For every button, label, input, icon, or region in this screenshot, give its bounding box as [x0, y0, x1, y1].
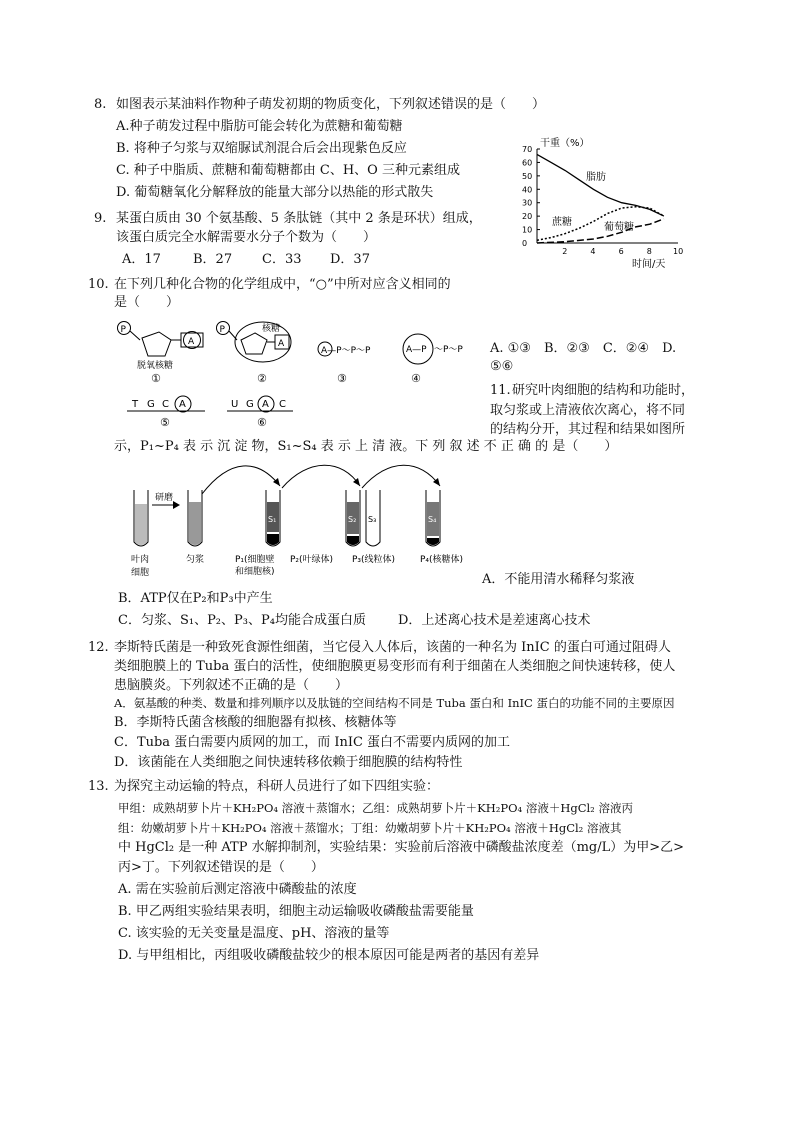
- q10-options-line1: A. ①③ B．②③ C．②④ D.: [490, 341, 677, 356]
- y-tick-label: 50: [522, 171, 533, 181]
- q13-line4: 中 HgCl₂ 是一种 ATP 水解抑制剂，实验结果：实验前后溶液中磷酸盐浓度差（mg/L）为甲>乙>: [118, 840, 685, 855]
- q13-line2: 甲组：成熟胡萝卜片＋KH₂PO₄ 溶液＋蒸馏水；乙组：成熟胡萝卜片＋KH₂PO₄ 溶液＋HgCl₂ 溶液丙: [118, 801, 633, 815]
- x-tick-label: 2: [562, 247, 568, 256]
- phosphate-label: P: [120, 325, 126, 335]
- q8-chart: [520, 135, 690, 270]
- q10-line1: 在下列几种化合物的化学组成中，“○”中所对应含义相同的: [114, 277, 451, 292]
- q12-option-a: A．氨基酸的种类、数量和排列顺序以及肽链的空间结构不同是 Tuba 蛋白和 InIC 蛋白的功能不同的主要原因: [114, 696, 675, 710]
- q8-option-b: B. 将种子匀浆与双缩脲试剂混合后会出现紫色反应: [116, 141, 407, 156]
- y-tick-label: 20: [522, 212, 533, 222]
- structure-2: [217, 322, 292, 386]
- seq5-4: A: [179, 399, 186, 410]
- q13-option-d: D. 与甲组相比，丙组吸收磷酸盐较少的根本原因可能是两者的基因有差异: [118, 948, 540, 963]
- q8-option-c: C. 种子中脂质、蔗糖和葡萄糖都由 C、H、O 三种元素组成: [116, 163, 460, 178]
- seq5-2: G: [147, 399, 155, 410]
- q8-number: 8.: [94, 97, 107, 112]
- chain-4b: ～P～P: [434, 345, 463, 355]
- homogenate-label: 匀浆: [186, 555, 205, 565]
- y-tick-label: 60: [522, 158, 533, 168]
- grind-label: 研磨: [155, 493, 174, 503]
- seq6-4: C: [279, 399, 286, 410]
- q11-option-b: B．ATP仅在P₂和P₃中产生: [118, 591, 273, 606]
- structure-4: [403, 334, 463, 385]
- p1-label-a: P₁(细胞壁: [235, 555, 275, 565]
- p3-label: P₃(线粒体): [352, 555, 396, 565]
- chain-3: A—P～P～P: [321, 346, 371, 356]
- base-a-label: A: [188, 337, 195, 347]
- tube-p1: [235, 490, 280, 577]
- y-tick-label: 0: [522, 239, 528, 248]
- leaf-label-2: 细胞: [131, 568, 150, 578]
- structure-5: [127, 396, 205, 429]
- q9-option-b: B．27: [193, 252, 233, 267]
- deoxyribose-label: 脱氧核糖: [137, 361, 174, 371]
- q8-option-a: A.种子萌发过程中脂肪可能会转化为蔗糖和葡萄糖: [116, 119, 403, 134]
- chart-xlabel: 时间/天: [632, 259, 666, 270]
- q8-option-d: D. 葡萄糖氧化分解释放的能量大部分以热能的形式散失: [116, 185, 434, 200]
- x-tick-label: 6: [618, 247, 624, 256]
- q9-option-d: D．37: [330, 252, 370, 267]
- q9-line1: 某蛋白质由 30 个氨基酸、5 条肽链（其中 2 条是环状）组成，: [116, 211, 482, 226]
- tube-p2: [290, 490, 360, 565]
- q10-structures-figure: [115, 318, 485, 430]
- q11-number: 11.: [490, 383, 511, 398]
- number-3: ③: [337, 372, 347, 385]
- s4-label: S₄: [428, 515, 437, 524]
- q13-option-b: B. 甲乙两组实验结果表明，细胞主动运输吸收磷酸盐需要能量: [118, 904, 474, 919]
- number-6: ⑥: [257, 416, 267, 429]
- q13-option-a: A. 需在实验前后测定溶液中磷酸盐的浓度: [118, 882, 357, 897]
- q12-option-c: C．Tuba 蛋白需要内质网的加工，而 InIC 蛋白不需要内质网的加工: [114, 735, 511, 750]
- structure-6: [227, 396, 293, 429]
- q11-line4: 示，P₁~P₄ 表 示 沉 淀 物，S₁~S₄ 表 示 上 清 液。下 列 叙 述 不 正 确 的 是（ ）: [114, 439, 618, 454]
- label-sucrose: 蔗糖: [552, 217, 572, 228]
- structure-3: [318, 342, 371, 385]
- q13-line5: 丙>丁。下列叙述错误的是（ ）: [118, 860, 324, 875]
- q13-line3: 组：幼嫩胡萝卜片＋KH₂PO₄ 溶液＋蒸馏水；丁组：幼嫩胡萝卜片＋KH₂PO₄ 溶液＋HgCl₂ 溶液其: [118, 821, 622, 835]
- p2-label: P₂(叶绿体): [290, 555, 334, 565]
- seq5-3: C: [162, 399, 169, 410]
- tube-homogenate: [186, 490, 204, 565]
- q9-option-a: A．17: [122, 252, 161, 267]
- y-tick-label: 40: [522, 185, 533, 195]
- q11-line3: 的结构分开，其过程和结果如图所: [490, 422, 686, 437]
- q8-stem: 如图表示某油料作物种子萌发初期的物质变化，下列叙述错误的是（ ）: [116, 97, 546, 112]
- number-4: ④: [411, 372, 421, 385]
- q11-option-a: A．不能用清水稀释匀浆液: [482, 572, 635, 587]
- q12-line2: 类细胞膜上的 Tuba 蛋白的活性，使细胞膜更易变形而有利于细菌在人类细胞之间快速转移，使人: [114, 659, 676, 674]
- seq5-1: T: [132, 399, 139, 410]
- label-fat: 脂肪: [586, 172, 606, 183]
- structure-1: [118, 322, 204, 386]
- label-glucose: 葡萄糖: [604, 222, 634, 233]
- q12-option-b: B．李斯特氏菌含核酸的细胞器有拟核、核糖体等: [114, 715, 397, 730]
- x-tick-label: 4: [590, 247, 596, 256]
- phosphate-label: P: [219, 325, 225, 335]
- ribose-label: 核糖: [262, 324, 281, 334]
- q9-option-c: C．33: [262, 252, 302, 267]
- q10-number: 10.: [88, 277, 109, 292]
- tube-leaf-cells: [131, 490, 149, 578]
- q12-line1: 李斯特氏菌是一种致死食源性细菌，当它侵入人体后，该菌的一种名为 InIC 的蛋白可通过阻碍人: [114, 640, 671, 655]
- seq6-2: G: [246, 399, 254, 410]
- y-tick-label: 70: [522, 145, 533, 154]
- leaf-label-1: 叶肉: [131, 555, 150, 565]
- q13-option-c: C. 该实验的无关变量是温度、pH、溶液的量等: [118, 926, 390, 941]
- q13-number: 13.: [88, 779, 109, 794]
- p1-label-b: 和细胞核): [235, 567, 275, 577]
- s1-label: S₁: [268, 515, 277, 524]
- q11-centrifuge-figure: [130, 462, 470, 582]
- q11-line2: 取匀浆或上清液依次离心，将不同: [490, 403, 686, 418]
- chain-4a: A—P: [406, 345, 427, 355]
- number-2: ②: [257, 372, 267, 385]
- q13-line1: 为探究主动运输的特点，科研人员进行了如下四组实验：: [114, 779, 440, 794]
- s3-label: S₃: [368, 515, 377, 524]
- q11-option-d: D．上述离心技术是差速离心技术: [398, 613, 591, 628]
- q12-number: 12.: [88, 640, 109, 655]
- number-1: ①: [151, 372, 161, 385]
- q9-line2: 该蛋白质完全水解需要水分子个数为（ ）: [116, 230, 377, 245]
- q12-line3: 患脑膜炎。下列叙述不正确的是（ ）: [114, 678, 349, 693]
- y-tick-label: 10: [522, 225, 533, 235]
- series-fat-line: [537, 154, 664, 216]
- base-a-label: A: [278, 339, 285, 349]
- x-tick-label: 10: [673, 247, 684, 256]
- chart-ylabel: 干重（%）: [540, 138, 590, 149]
- q10-options-line2: ⑤⑥: [490, 359, 514, 374]
- seq6-3: A: [262, 399, 269, 410]
- p4-label: P₄(核糖体): [420, 555, 464, 565]
- q11-line1: 研究叶肉细胞的结构和功能时，: [512, 383, 695, 398]
- q9-number: 9.: [94, 211, 107, 226]
- y-tick-label: 30: [522, 198, 533, 208]
- s2-label: S₂: [348, 515, 357, 524]
- q11-option-c: C．匀浆、S₁、P₂、P₃、P₄均能合成蛋白质: [118, 613, 366, 628]
- number-5: ⑤: [160, 416, 170, 429]
- seq6-1: U: [231, 399, 239, 410]
- tube-p4: [420, 490, 463, 565]
- q12-option-d: D．该菌能在人类细胞之间快速转移依赖于细胞膜的结构特性: [114, 755, 463, 770]
- q10-line2: 是（ ）: [114, 295, 180, 310]
- x-tick-label: 8: [646, 247, 652, 256]
